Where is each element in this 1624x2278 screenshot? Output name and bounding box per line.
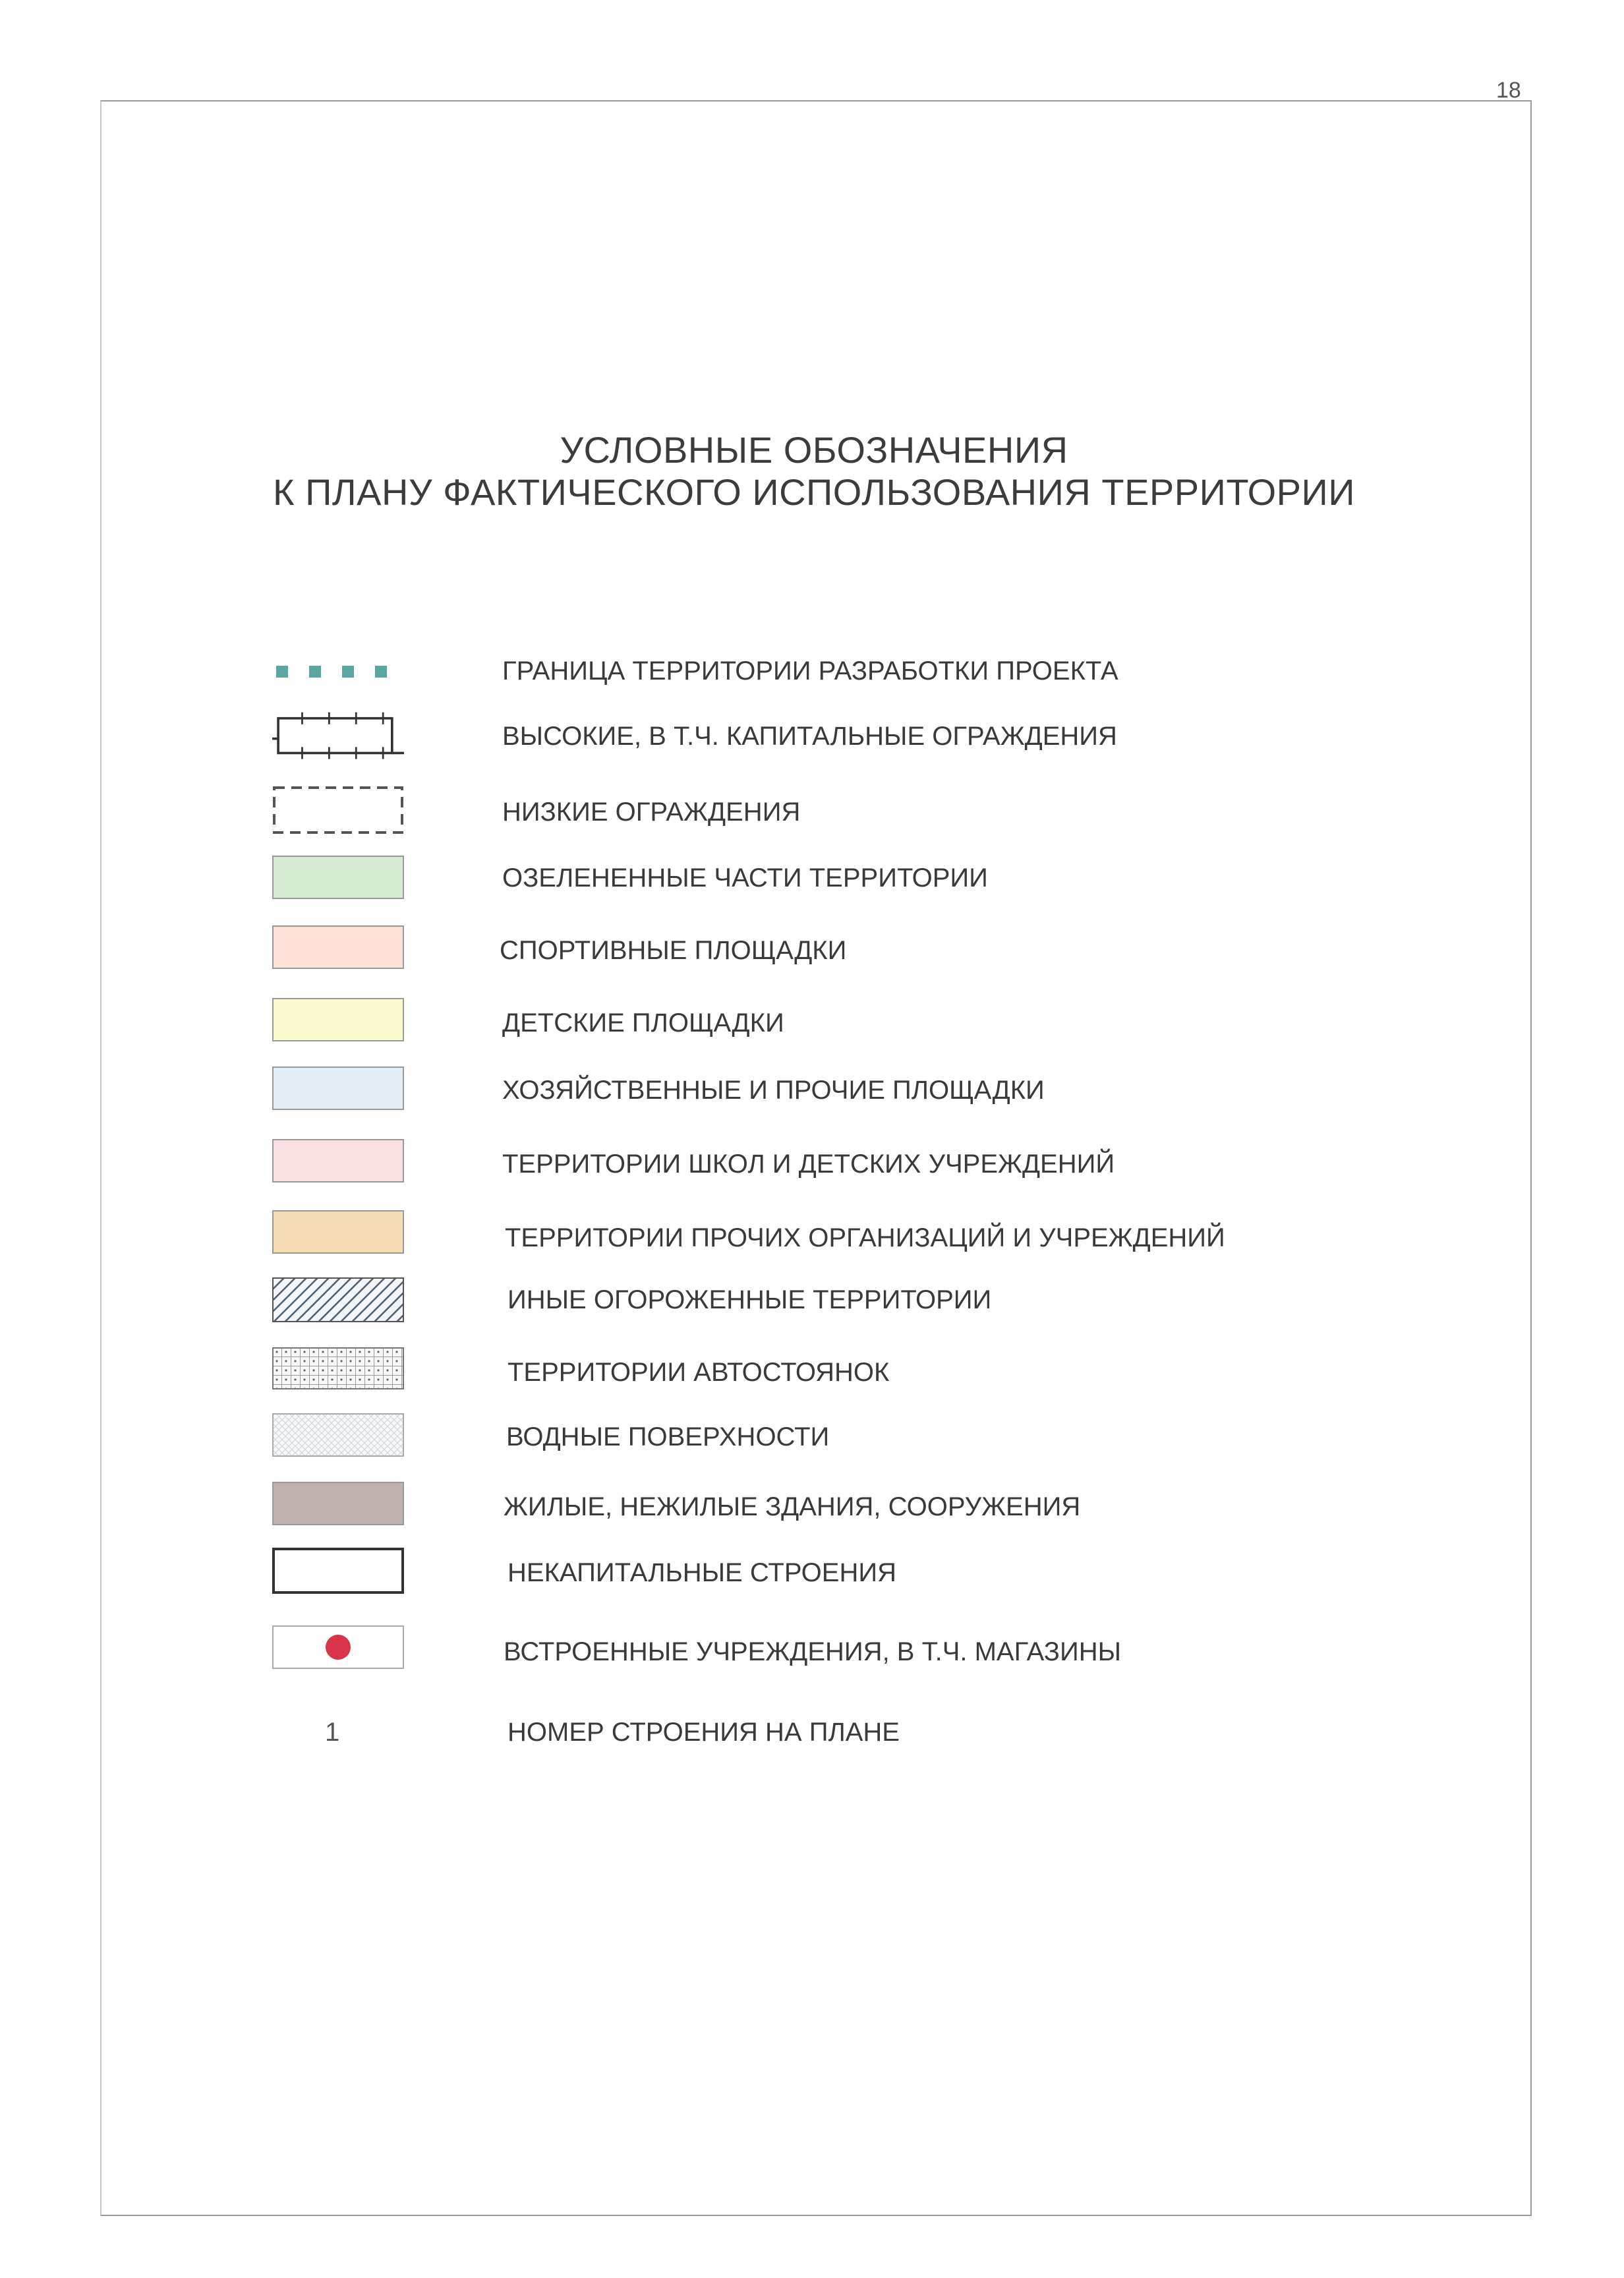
high-fence-icon [272, 709, 404, 764]
legend-item-playgrounds [0, 998, 1624, 1051]
dotted-boundary-icon [272, 658, 404, 684]
parking-grid-icon [272, 1347, 404, 1389]
legend-item-fenced-territories [0, 1277, 1624, 1330]
diagonal-hatch-icon [272, 1277, 404, 1322]
legend-label: ГРАНИЦА ТЕРРИТОРИИ РАЗРАБОТКИ ПРОЕКТА [502, 657, 1118, 686]
legend-label: ВОДНЫЕ ПОВЕРХНОСТИ [506, 1422, 830, 1451]
legend-item-project-boundary [0, 653, 1624, 705]
legend-item-water [0, 1413, 1624, 1466]
legend-item-other-organizations [0, 1210, 1624, 1263]
legend-item-schools [0, 1139, 1624, 1192]
red-dot [326, 1635, 351, 1660]
legend-label: СПОРТИВНЫЕ ПЛОЩАДКИ [500, 936, 847, 965]
legend-item-utility-grounds [0, 1066, 1624, 1119]
legend-label: ТЕРРИТОРИИ АВТОСТОЯНОК [508, 1358, 890, 1387]
legend-item-temporary-structures [0, 1548, 1624, 1600]
legend-item-building-number [0, 1714, 1624, 1767]
legend-label: ЖИЛЫЕ, НЕЖИЛЫЕ ЗДАНИЯ, СООРУЖЕНИЯ [504, 1492, 1081, 1521]
legend-item-high-fence [0, 709, 1624, 761]
legend-label: ТЕРРИТОРИИ ПРОЧИХ ОРГАНИЗАЦИЙ И УЧРЕЖДЕНИЙ [505, 1223, 1225, 1252]
legend-item-buildings [0, 1482, 1624, 1534]
green-fill-swatch [272, 856, 404, 899]
low-fence-icon [272, 786, 404, 834]
yellow-fill-swatch [272, 998, 404, 1041]
legend-subtitle: К ПЛАНУ ФАКТИЧЕСКОГО ИСПОЛЬЗОВАНИЯ ТЕРРИТОРИИ [273, 471, 1355, 513]
taupe-fill-swatch [272, 1482, 404, 1525]
pink-fill-swatch [272, 1139, 404, 1183]
outline-box-icon [272, 1548, 404, 1594]
legend-label: ВСТРОЕННЫЕ УЧРЕЖДЕНИЯ, В Т.Ч. МАГАЗИНЫ [504, 1637, 1122, 1666]
legend-label: ИНЫЕ ОГОРОЖЕННЫЕ ТЕРРИТОРИИ [508, 1285, 992, 1314]
legend-item-green-areas [0, 856, 1624, 908]
legend-item-built-in-shops [0, 1625, 1624, 1678]
legend-item-parking [0, 1347, 1624, 1400]
boundary-dot-2 [309, 666, 321, 678]
legend-label: ДЕТСКИЕ ПЛОЩАДКИ [502, 1008, 784, 1037]
water-pattern-icon [272, 1413, 404, 1457]
red-dot-icon [272, 1625, 404, 1669]
legend-item-low-fence [0, 786, 1624, 838]
legend-label: ОЗЕЛЕНЕННЫЕ ЧАСТИ ТЕРРИТОРИИ [502, 863, 988, 892]
boundary-dot-1 [276, 666, 288, 678]
legend-item-sports-grounds [0, 925, 1624, 978]
blue-fill-swatch [272, 1066, 404, 1110]
legend-label: НЕКАПИТАЛЬНЫЕ СТРОЕНИЯ [508, 1558, 896, 1587]
page-number: 18 [1496, 78, 1521, 103]
legend-label: НИЗКИЕ ОГРАЖДЕНИЯ [502, 798, 801, 827]
legend-label: НОМЕР СТРОЕНИЯ НА ПЛАНЕ [508, 1718, 900, 1747]
salmon-fill-swatch [272, 925, 404, 969]
building-number-sample: 1 [325, 1718, 340, 1747]
legend-label: ТЕРРИТОРИИ ШКОЛ И ДЕТСКИХ УЧРЕЖДЕНИЙ [502, 1150, 1115, 1179]
legend-label: ХОЗЯЙСТВЕННЫЕ И ПРОЧИЕ ПЛОЩАДКИ [502, 1076, 1045, 1105]
legend-title: УСЛОВНЫЕ ОБОЗНАЧЕНИЯ [560, 429, 1068, 471]
boundary-dot-4 [375, 666, 387, 678]
orange-fill-swatch [272, 1210, 404, 1254]
boundary-dot-3 [342, 666, 354, 678]
legend-label: ВЫСОКИЕ, В Т.Ч. КАПИТАЛЬНЫЕ ОГРАЖДЕНИЯ [502, 722, 1117, 751]
